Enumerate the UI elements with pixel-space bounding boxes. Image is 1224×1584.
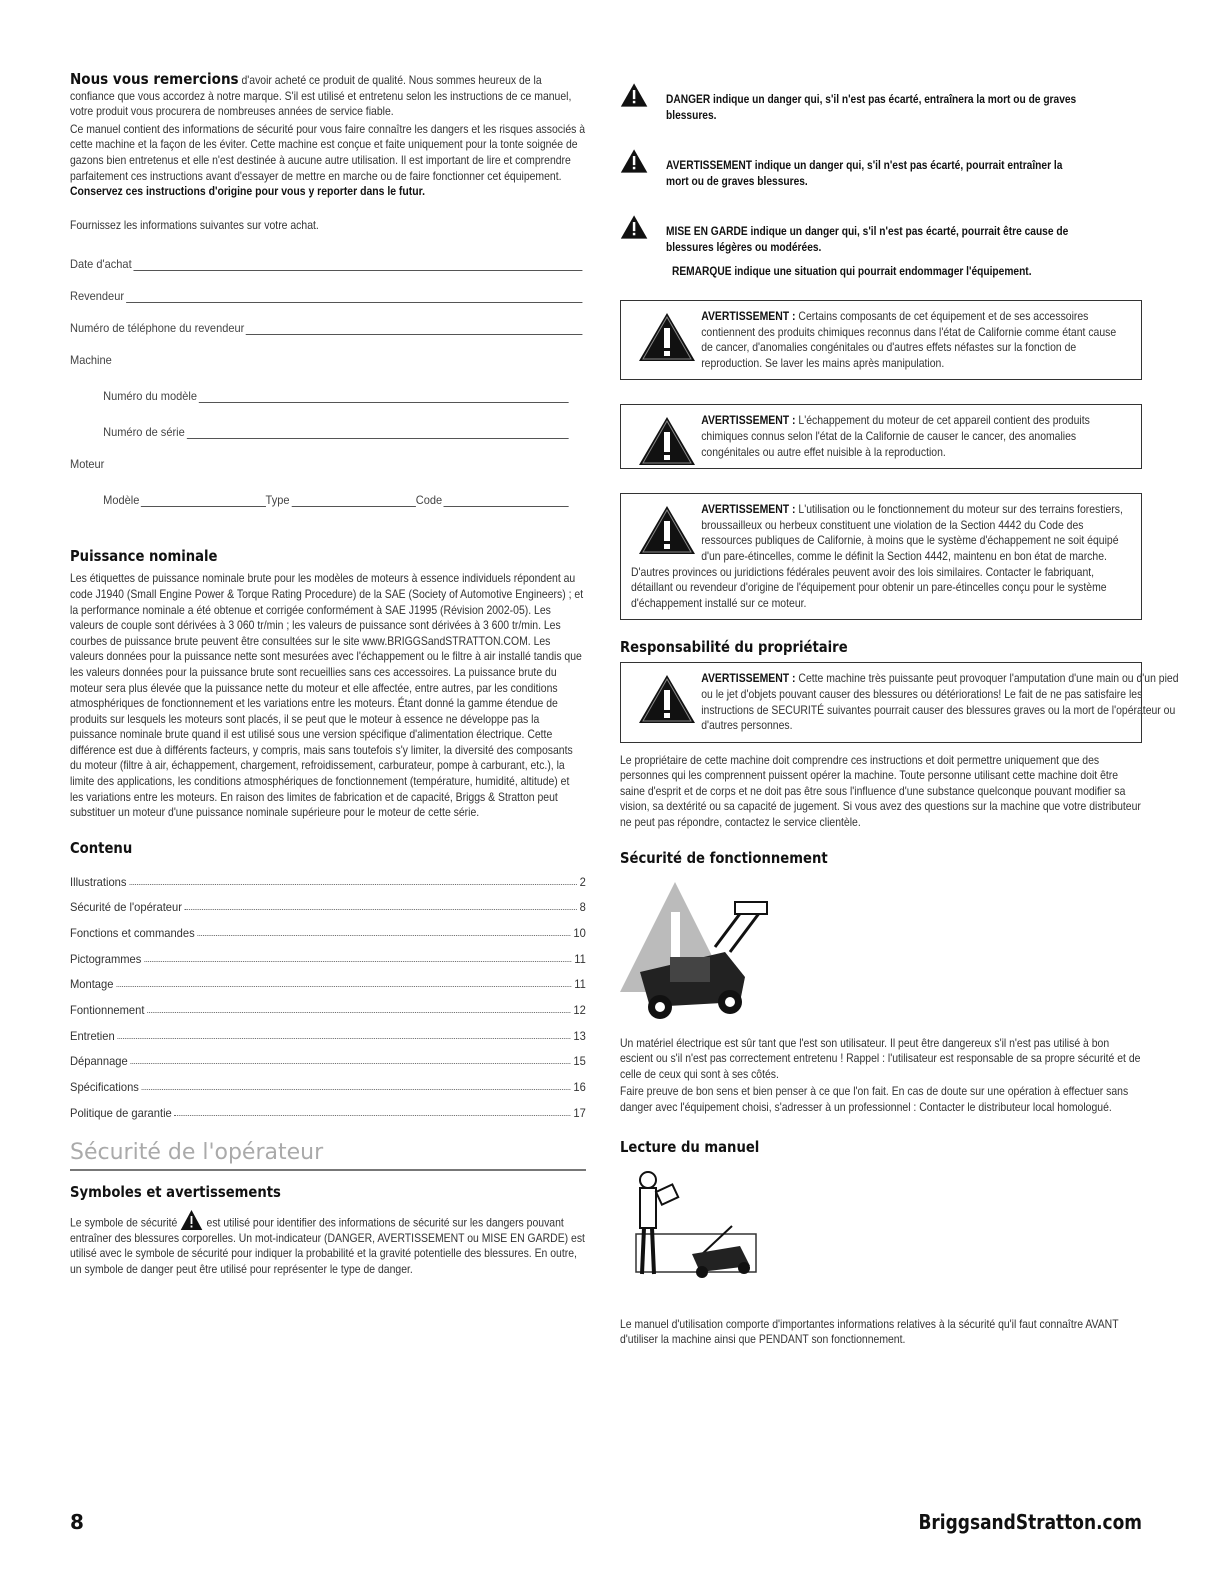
purchase-form <box>70 255 586 507</box>
warning-box <box>620 404 1142 469</box>
toc-label: Entretien <box>70 1028 115 1043</box>
symbols-title: Symboles et avertissements <box>70 1182 281 1201</box>
warning-box-body: L'utilisation ou le fonctionnement du moteur sur des terrains forestiers, broussailleux ou herbeux constituent une violation de la Section 4442 du Code des ressources publiques de Californie, à moins que le système d'échappement ne soit équipé d'un pare-étincelles, comme le définit la Section 4442, maintenu en bon état de marche. D'autres provinces ou juridictions fédérales peuvent avoir des lois similaires. Contacter le fabriquant, détaillant ou revendeur d'origine de l'équipement pour obtenir un pare-étincelles conçu pour le système d'échappement installé sur ce moteur. <box>631 503 1123 610</box>
owner-title: Responsabilité du propriétaire <box>620 638 848 657</box>
dealer-label: Revendeur <box>70 289 125 304</box>
form-row-date <box>70 255 583 271</box>
serial-no-label: Numéro de série <box>103 425 185 440</box>
engine-code-field[interactable] <box>444 494 568 507</box>
toc-leader <box>147 1012 570 1013</box>
toc-label: Pictogrammes <box>70 951 142 966</box>
page-number: 8 <box>70 1510 84 1534</box>
date-label: Date d'achat <box>70 257 132 272</box>
toc-page: 11 <box>574 951 586 966</box>
section-rule <box>70 1169 586 1171</box>
form-row-dealer <box>70 287 583 303</box>
toc-label: Spécifications <box>70 1080 139 1095</box>
engine-type-label: Type <box>265 493 290 508</box>
toc-page: 8 <box>579 900 586 915</box>
symbols-text <box>70 1209 585 1278</box>
notice-text: REMARQUE indique une situation qui pourrait endommager l'équipement. <box>672 265 1032 278</box>
warning-boxes <box>620 300 1142 620</box>
toc-page: 2 <box>579 874 586 889</box>
safety-alert-icon <box>180 1209 203 1231</box>
toc-label: Fontionnement <box>70 1002 145 1017</box>
serial-no-field[interactable] <box>187 426 569 439</box>
toc-row[interactable] <box>70 991 586 1017</box>
toc-label: Montage <box>70 977 114 992</box>
toc-page: 13 <box>573 1028 586 1043</box>
toc-leader <box>142 1089 571 1090</box>
symbols-pre: Le symbole de sécurité <box>70 1216 178 1230</box>
toc-row[interactable] <box>70 1094 586 1120</box>
left-column <box>70 70 586 1278</box>
caution-icon <box>620 212 648 242</box>
manual-text: Le manuel d'utilisation comporte d'importantes informations relatives à la sécurité qu'il faut connaître AVANT d'utiliser la machine ainsi que PENDANT son fonctionnement. <box>620 1317 1119 1347</box>
form-prompt: Fournissez les informations suivantes sur votre achat. <box>70 218 319 232</box>
signal-caution <box>620 212 1142 256</box>
warning-box-label: AVERTISSEMENT : <box>701 414 796 428</box>
signal-warning <box>620 146 1142 190</box>
mower-warning-illustration <box>620 877 790 1027</box>
warning-box-text <box>631 502 1131 611</box>
toc-leader <box>175 1115 571 1116</box>
phone-label: Numéro de téléphone du revendeur <box>70 321 245 336</box>
toc-row[interactable] <box>70 914 586 940</box>
toc-label: Illustrations <box>70 874 127 889</box>
machine-label-text: Machine <box>70 353 112 368</box>
warning-box-body: L'échappement du moteur de cet appareil contient des produits chimiques connus selon l'état de la Californie de causer le cancer, des anomalies congénitales ou autre effet nuisible à la reproduction. <box>701 414 1090 459</box>
form-row-engine <box>70 491 568 507</box>
symbols-post: est utilisé pour identifier des informations de sécurité sur les dangers pouvant entraîner des blessures corporelles. Un mot-indicateur (DANGER, AVERTISSEMENT ou MISE EN GARDE) est utilisé avec le symbole de sécurité pour indiquer la probabilité et la gravité potentielle des blessures. En outre, un symbole de danger peut être utilisé pour représenter le type de danger. <box>70 1216 585 1276</box>
toc-row[interactable] <box>70 1043 586 1069</box>
warning-box-text <box>631 413 1131 460</box>
toc-label: Dépannage <box>70 1054 128 1069</box>
toc-leader <box>197 935 570 936</box>
warning-box-text <box>631 309 1131 371</box>
toc-leader <box>185 909 577 910</box>
warning-text: AVERTISSEMENT indique un danger qui, s'il n'est pas écarté, pourrait entraîner la mort ou de graves blessures. <box>666 159 1063 188</box>
danger-icon <box>620 80 648 110</box>
warning-icon <box>620 146 648 176</box>
form-row-model-no <box>70 387 568 403</box>
toc-label: Sécurité de l'opérateur <box>70 900 182 915</box>
engine-model-label: Modèle <box>103 493 140 508</box>
rating-text: Les étiquettes de puissance nominale brute pour les modèles de moteurs à essence individuels répondent au code J1940 (Small Engine Power & Torque Rating Procedure) de la SAE (Society of Automotive Engineers) ; et la performance nominale a été obtenue et corrigée conformément à SAE J1995 (Révision 2002-05). Les valeurs de couple sont dérivées à 3 060 tr/min ; les valeurs de puissance sont dérivées à 3 600 tr/min. Les courbes de puissance brute peuvent être consultées sur le site www.BRIGGSandSTRATTON.COM. Les valeurs données pour la puissance nette sont mesurées avec l'échappement ou le filtre à air installé tandis que les valeurs données pour la puissance brute sont recueillies sans ces accessoires. La puissance brute du moteur sera plus élevée que la puissance nette du moteur et elle affectée, entre autres, par les conditions atmosphériques de fonctionnement et les variations entre les moteurs. Étant donné la gamme étendue de produits sur lesquels les moteurs sont placés, il se peut que le moteur à essence ne développe pas la puissance nominale brute quand il est utilisé sous une version spécifique d'alimentation électrique. Cette différence est due à différents facteurs, y compris, mais sans toutefois s'y limiter, la diversité des composants du moteur (filtre à air, échappement, chargement, refroidissement, carburateur, pompe à carburant, etc.), la limite des applications, les conditions atmosphériques de fonctionnement (température, humidité, altitude) et les variations entre les moteurs. En raison des limites de fabrication et de capacité, Briggs & Stratton peut substituer un moteur d'une puissance nominale supérieure pour le moteur de cette série. <box>70 572 584 820</box>
toc-page: 16 <box>573 1080 586 1095</box>
owner-warning-box <box>620 662 1179 742</box>
toc-leader <box>117 1038 570 1039</box>
intro-lead: Nous vous remercions <box>70 70 239 88</box>
toc-row[interactable] <box>70 1068 586 1094</box>
caution-text: MISE EN GARDE indique un danger qui, s'il n'est pas écarté, pourrait être cause de blessures légères ou modérées. <box>666 225 1069 254</box>
toc-leader <box>131 1063 571 1064</box>
phone-field[interactable] <box>246 322 583 335</box>
manual-title: Lecture du manuel <box>620 1137 760 1156</box>
toc-page: 10 <box>573 925 586 940</box>
table-of-contents <box>70 863 586 1120</box>
warning-box <box>620 300 1142 380</box>
engine-label <box>70 455 583 471</box>
toc-page: 15 <box>573 1054 586 1069</box>
toc-row[interactable] <box>70 1017 586 1043</box>
rating-title: Puissance nominale <box>70 547 218 566</box>
contents-title: Contenu <box>70 838 133 857</box>
dealer-field[interactable] <box>126 290 583 303</box>
toc-leader <box>129 884 577 885</box>
model-no-field[interactable] <box>199 390 568 403</box>
toc-leader <box>144 961 571 962</box>
signal-notice <box>620 264 1142 280</box>
engine-model-field[interactable] <box>141 494 265 507</box>
toc-row[interactable] <box>70 889 586 915</box>
operator-safety-title: Sécurité de l'opérateur <box>70 1139 324 1165</box>
toc-page: 17 <box>573 1105 586 1120</box>
date-field[interactable] <box>133 258 582 271</box>
operation-text-1: Un matériel électrique est sûr tant que l'est son utilisateur. Il peut être dangereux s'il n'est pas utilisé à bon escient ou s'il n'est pas correctement entretenu ! Rappel : l'utilisateur est responsable de sa propre sécurité et de celle de ceux qui sont à ses côtés. <box>620 1036 1141 1081</box>
warning-box <box>620 493 1142 620</box>
engine-type-field[interactable] <box>291 494 415 507</box>
owner-warning-para <box>631 671 1185 733</box>
signal-danger <box>620 80 1142 124</box>
intro-keep-instructions: Conservez ces instructions d'origine pour vous y reporter dans le futur. <box>70 185 426 199</box>
danger-text: DANGER indique un danger qui, s'il n'est pas écarté, entraînera la mort ou de graves blessures. <box>666 93 1077 122</box>
toc-leader <box>116 986 571 987</box>
right-column <box>620 80 1179 1348</box>
engine-label-text: Moteur <box>70 457 105 472</box>
intro-paragraph-2 <box>70 122 585 200</box>
toc-row[interactable] <box>70 940 586 966</box>
footer-website: BriggsandStratton.com <box>918 1510 1142 1534</box>
warning-box-label: AVERTISSEMENT : <box>701 310 796 323</box>
warning-box-body: Certains composants de cet équipement et de ses accessoires contiennent des produits chimiques reconnus dans l'état de Californie comme étant cause de cancer, d'anomalies congénitales ou d'autres effets néfastes sur la fonction de reproduction. Se laver les mains après manipulation. <box>701 310 1117 370</box>
intro-text: d'avoir acheté ce produit de qualité. Nous sommes heureux de la confiance que vous accordez à notre marque. S'il est utilisé et entretenu selon les instructions de ce manuel, votre produit vous procurera de nombreuses années de service fiable. <box>70 74 572 119</box>
form-row-serial-no <box>70 423 568 439</box>
toc-page: 11 <box>574 977 586 992</box>
intro-paragraph <box>70 72 585 120</box>
toc-page: 12 <box>573 1002 586 1017</box>
operator-safety-header <box>70 1140 586 1171</box>
toc-row[interactable] <box>70 863 586 889</box>
toc-label: Fonctions et commandes <box>70 925 195 940</box>
form-row-phone <box>70 319 583 335</box>
toc-row[interactable] <box>70 966 586 992</box>
operation-text-2: Faire preuve de bon sens et bien penser à ce que l'on fait. En cas de doute sur une opération à effectuer sans danger avec l'équipement choisi, s'adresser à un professionnel : Contacter le distributeur local homologué. <box>620 1085 1129 1115</box>
operation-title: Sécurité de fonctionnement <box>620 848 828 867</box>
warning-box-label: AVERTISSEMENT : <box>701 503 796 517</box>
owner-text: Le propriétaire de cette machine doit comprendre ces instructions et doit permettre uniquement que des personnes qui les comprennent puissent opérer la machine. Toute personne utilisant cette machine doit être saine d'esprit et de corps et ne doit pas être sous l'influence d'une substance quelconque pouvant modifier sa vision, sa dextérité ou sa capacité de jugement. Si vous avez des questions sur la machine que votre distributeur ne peut pas répondre, contactez le service clientèle. <box>620 753 1141 830</box>
machine-label <box>70 351 583 367</box>
owner-warning-text: Cette machine très puissante peut provoquer l'amputation d'une main ou d'un pied ou le jet d'objets pouvant causer des blessures ou détériorations! Le fait de ne pas satisfaire les instructions de SECURITÉ suivantes pourrait causer des blessures graves ou la mort de l'opérateur ou d'autres personnes. <box>701 672 1179 733</box>
intro-text-2: Ce manuel contient des informations de sécurité pour vous faire connaître les dangers et les risques associés à cette machine et la façon de les éviter. Cette machine est conçue et faite uniquement pour la tonte soignée de gazons bien entretenus et elle n'est destinée à aucune autre utilisation. Il est important de lire et comprendre parfaitement ces instructions avant d'essayer de mettre en marche ou de faire fonctionner cet équipement. <box>70 122 586 183</box>
engine-code-label: Code <box>415 493 443 508</box>
model-no-label: Numéro du modèle <box>103 389 198 404</box>
toc-label: Politique de garantie <box>70 1105 172 1120</box>
reading-manual-illustration <box>620 1166 770 1306</box>
owner-warning-label: AVERTISSEMENT : <box>701 672 796 686</box>
